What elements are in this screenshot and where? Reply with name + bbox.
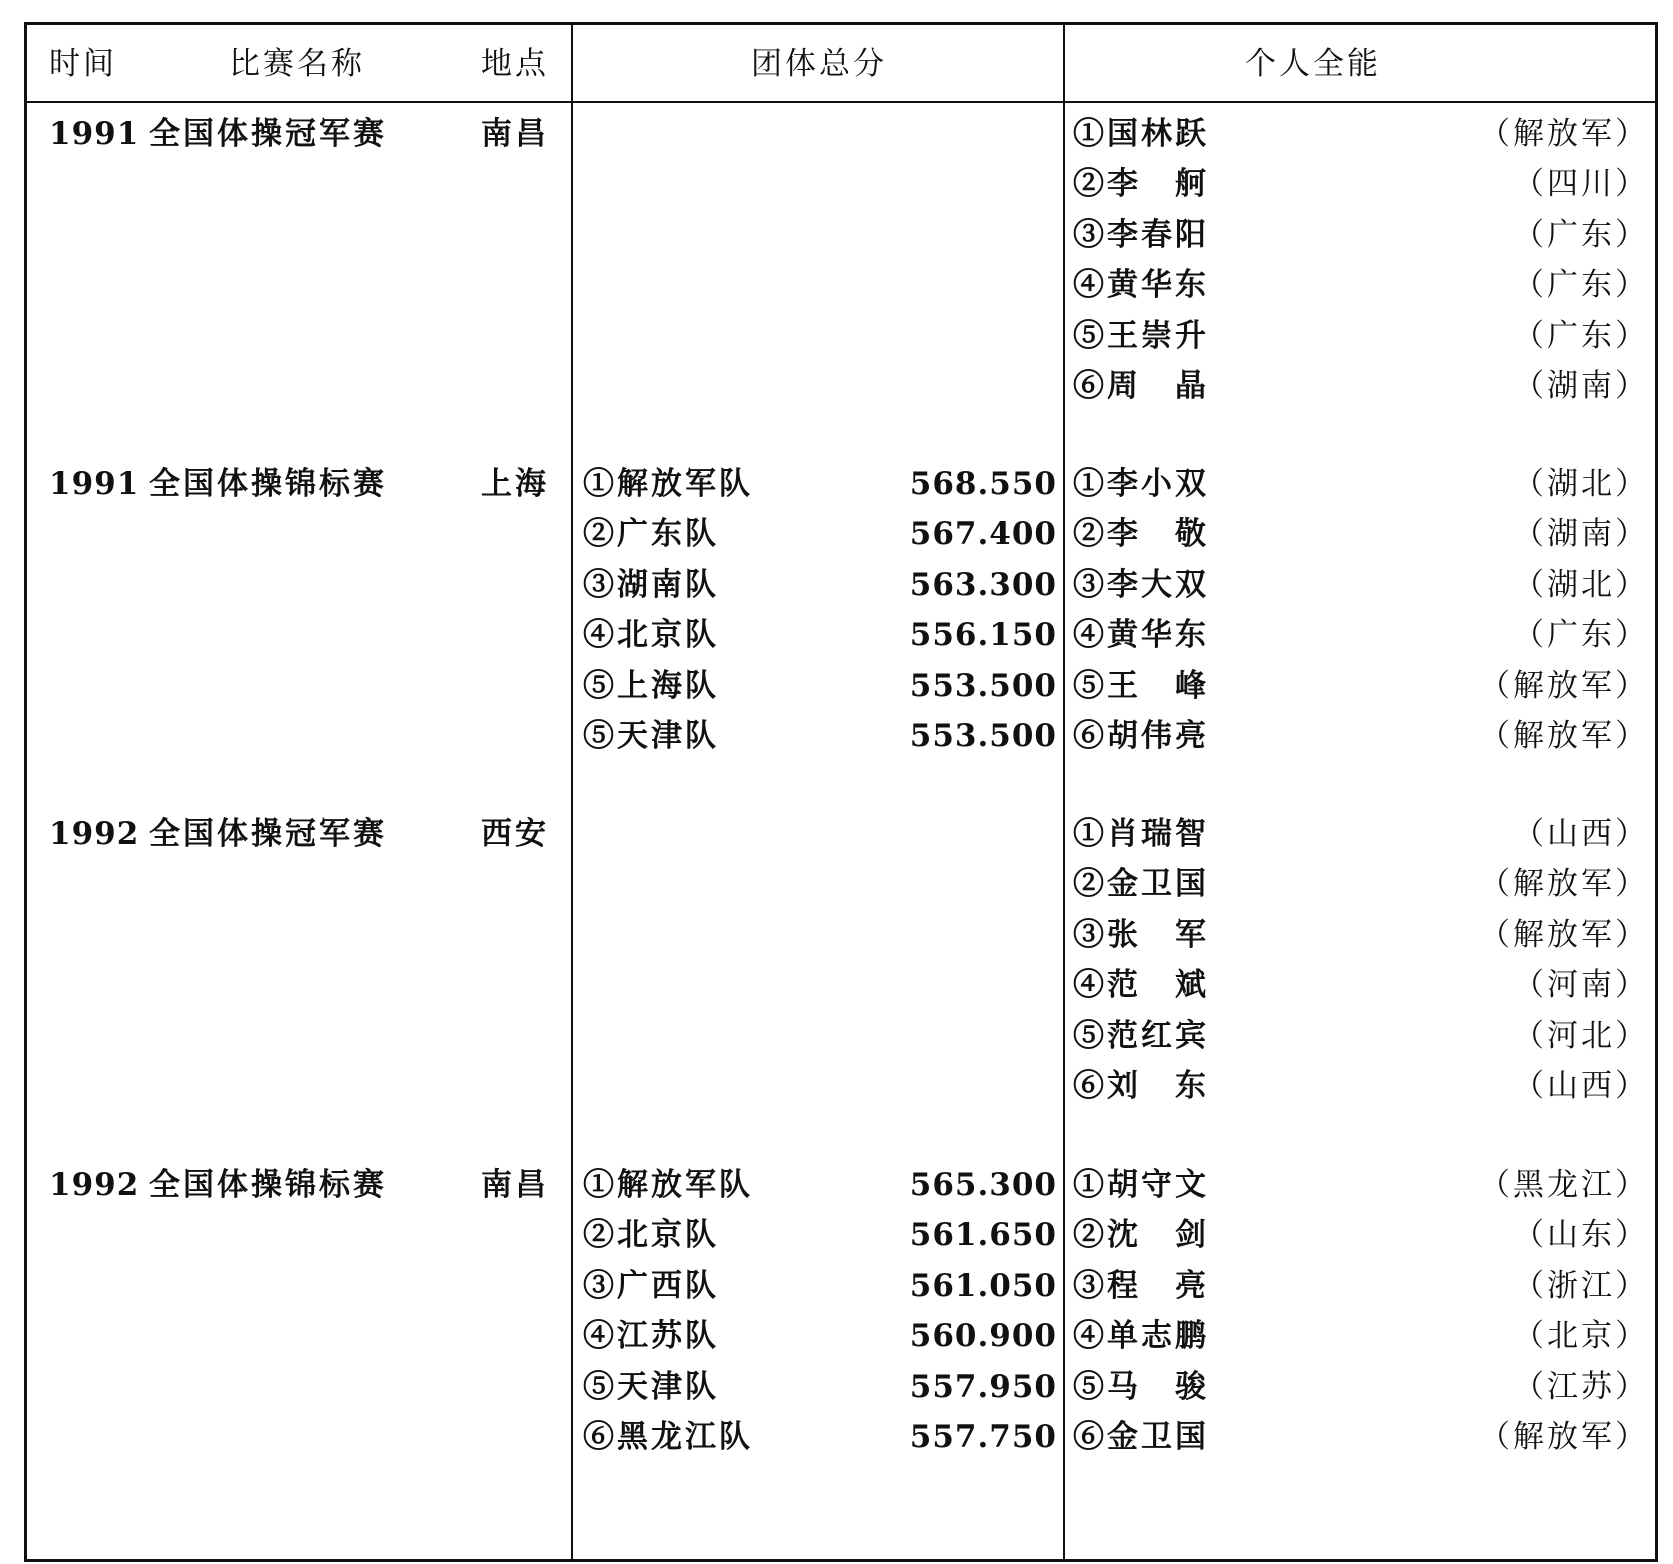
team-entry-score: 560.900 bbox=[909, 1318, 1057, 1355]
individual-entry-name: ②金卫国 bbox=[1073, 866, 1209, 903]
event-name: 全国体操冠军赛 bbox=[149, 116, 387, 152]
individual-entry-name: ⑥周 晶 bbox=[1073, 368, 1209, 404]
event-year: 1991 bbox=[49, 466, 140, 502]
individual-entry-name: ③李大双 bbox=[1073, 566, 1209, 603]
team-entry-score: 553.500 bbox=[909, 718, 1057, 754]
individual-entry-name: ⑤马 骏 bbox=[1073, 1368, 1209, 1405]
team-entry-name: ⑤天津队 bbox=[583, 1368, 719, 1405]
individual-entry-region: （山西） bbox=[1513, 1068, 1649, 1104]
team-entry-score: 557.950 bbox=[909, 1368, 1057, 1405]
event-year: 1992 bbox=[49, 816, 140, 852]
team-entry-name: ②广东队 bbox=[583, 516, 719, 553]
team-entry-score: 563.300 bbox=[909, 566, 1057, 603]
event-place: 南昌 bbox=[481, 116, 549, 152]
individual-entry-name: ④黄华东 bbox=[1073, 267, 1209, 304]
team-entry-score: 556.150 bbox=[909, 617, 1057, 654]
individual-entry-region: （解放军） bbox=[1479, 866, 1649, 903]
individual-entry-region: （山西） bbox=[1513, 816, 1649, 852]
header-place: 地点 bbox=[481, 46, 549, 82]
event-name: 全国体操冠军赛 bbox=[149, 816, 387, 852]
team-entry-score: 561.050 bbox=[909, 1267, 1057, 1304]
individual-entry-name: ⑤范红宾 bbox=[1073, 1017, 1209, 1054]
team-entry-score: 565.300 bbox=[909, 1167, 1057, 1203]
individual-entry-region: （湖南） bbox=[1513, 516, 1649, 553]
individual-entry-name: ③李春阳 bbox=[1073, 216, 1209, 253]
individual-entry-name: ⑥胡伟亮 bbox=[1073, 718, 1209, 754]
individual-entry-region: （四川） bbox=[1513, 166, 1649, 203]
individual-entry-region: （山东） bbox=[1513, 1217, 1649, 1254]
results-table bbox=[24, 22, 1658, 1562]
team-entry-score: 561.650 bbox=[909, 1217, 1057, 1254]
individual-entry-name: ⑥金卫国 bbox=[1073, 1419, 1209, 1455]
individual-entry-region: （解放军） bbox=[1479, 1419, 1649, 1455]
individual-entry-region: （湖北） bbox=[1513, 466, 1649, 502]
individual-entry-region: （北京） bbox=[1513, 1318, 1649, 1355]
individual-entry-region: （江苏） bbox=[1513, 1368, 1649, 1405]
team-entry-name: ④江苏队 bbox=[583, 1318, 719, 1355]
team-entry-name: ①解放军队 bbox=[583, 466, 753, 502]
team-entry-name: ⑤上海队 bbox=[583, 667, 719, 704]
individual-entry-region: （解放军） bbox=[1479, 116, 1649, 152]
column-divider bbox=[1063, 25, 1065, 1559]
individual-entry-name: ④黄华东 bbox=[1073, 617, 1209, 654]
team-entry-name: ⑥黑龙江队 bbox=[583, 1419, 753, 1455]
header-individual-all-around: 个人全能 bbox=[1245, 46, 1381, 82]
individual-entry-region: （广东） bbox=[1513, 216, 1649, 253]
header-event-name: 比赛名称 bbox=[229, 46, 365, 82]
header-time: 时间 bbox=[49, 46, 117, 82]
individual-entry-region: （湖北） bbox=[1513, 566, 1649, 603]
individual-entry-region: （湖南） bbox=[1513, 368, 1649, 404]
individual-entry-region: （河北） bbox=[1513, 1017, 1649, 1054]
individual-entry-region: （黑龙江） bbox=[1479, 1167, 1649, 1203]
event-place: 上海 bbox=[481, 466, 549, 502]
column-divider bbox=[571, 25, 573, 1559]
individual-entry-region: （河南） bbox=[1513, 967, 1649, 1004]
team-entry-name: ②北京队 bbox=[583, 1217, 719, 1254]
individual-entry-region: （解放军） bbox=[1479, 667, 1649, 704]
team-entry-score: 568.550 bbox=[909, 466, 1057, 502]
individual-entry-name: ①李小双 bbox=[1073, 466, 1209, 502]
team-entry-name: ④北京队 bbox=[583, 617, 719, 654]
individual-entry-name: ②李 舸 bbox=[1073, 166, 1209, 203]
event-year: 1991 bbox=[49, 116, 140, 152]
individual-entry-region: （广东） bbox=[1513, 317, 1649, 354]
team-entry-score: 553.500 bbox=[909, 667, 1057, 704]
individual-entry-name: ③程 亮 bbox=[1073, 1267, 1209, 1304]
team-entry-name: ③广西队 bbox=[583, 1267, 719, 1304]
team-entry-name: ①解放军队 bbox=[583, 1167, 753, 1203]
individual-entry-name: ①国林跃 bbox=[1073, 116, 1209, 152]
individual-entry-name: ①肖瑞智 bbox=[1073, 816, 1209, 852]
header-rule bbox=[27, 101, 1655, 103]
individual-entry-name: ①胡守文 bbox=[1073, 1167, 1209, 1203]
team-entry-name: ⑤天津队 bbox=[583, 718, 719, 754]
header-team-total: 团体总分 bbox=[751, 46, 887, 82]
individual-entry-name: ④范 斌 bbox=[1073, 967, 1209, 1004]
individual-entry-name: ④单志鹏 bbox=[1073, 1318, 1209, 1355]
event-year: 1992 bbox=[49, 1167, 140, 1203]
individual-entry-region: （广东） bbox=[1513, 617, 1649, 654]
event-name: 全国体操锦标赛 bbox=[149, 1167, 387, 1203]
individual-entry-region: （广东） bbox=[1513, 267, 1649, 304]
event-place: 南昌 bbox=[481, 1167, 549, 1203]
individual-entry-region: （解放军） bbox=[1479, 916, 1649, 953]
individual-entry-name: ②沈 剑 bbox=[1073, 1217, 1209, 1254]
team-entry-score: 557.750 bbox=[909, 1419, 1057, 1455]
event-name: 全国体操锦标赛 bbox=[149, 466, 387, 502]
individual-entry-name: ③张 军 bbox=[1073, 916, 1209, 953]
individual-entry-name: ②李 敬 bbox=[1073, 516, 1209, 553]
team-entry-score: 567.400 bbox=[909, 516, 1057, 553]
team-entry-name: ③湖南队 bbox=[583, 566, 719, 603]
individual-entry-name: ⑤王 峰 bbox=[1073, 667, 1209, 704]
individual-entry-name: ⑤王崇升 bbox=[1073, 317, 1209, 354]
individual-entry-region: （解放军） bbox=[1479, 718, 1649, 754]
individual-entry-region: （浙江） bbox=[1513, 1267, 1649, 1304]
event-place: 西安 bbox=[481, 816, 549, 852]
individual-entry-name: ⑥刘 东 bbox=[1073, 1068, 1209, 1104]
